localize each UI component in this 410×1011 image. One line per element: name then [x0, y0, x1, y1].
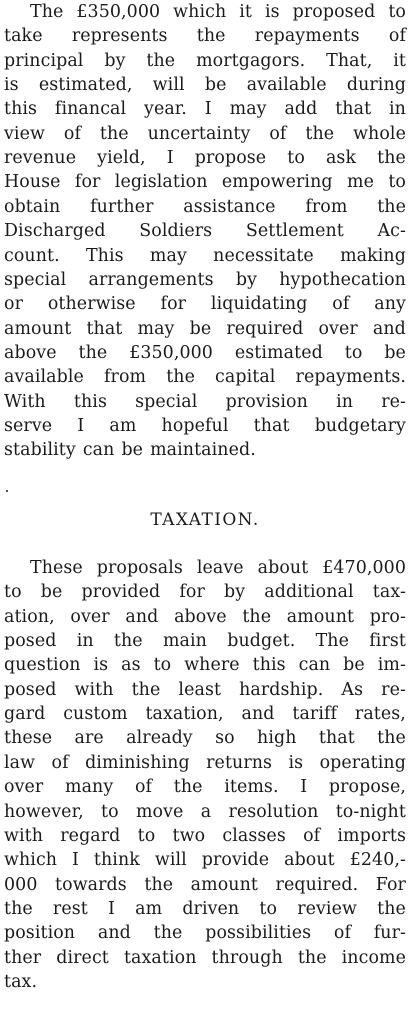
word: about [284, 850, 335, 871]
word: These [30, 558, 83, 578]
text-line [4, 921, 406, 945]
word: £470,000 [322, 558, 406, 578]
text-line [4, 390, 406, 414]
word: For [375, 874, 406, 895]
text-line [4, 629, 406, 653]
word: this [4, 99, 38, 120]
word: over [70, 606, 110, 627]
word: special [4, 269, 67, 290]
word: for [160, 294, 187, 315]
word: the [131, 679, 161, 700]
word: about [257, 558, 309, 578]
word: this [73, 391, 107, 412]
word: and [125, 606, 159, 627]
word: that [253, 415, 290, 436]
word: and [97, 923, 131, 944]
word: £240,- [349, 850, 406, 871]
text-line [4, 873, 406, 897]
word: can [82, 440, 115, 461]
word: by [224, 582, 246, 603]
word: question [4, 655, 81, 676]
word: With [4, 391, 46, 412]
word: however, [4, 801, 84, 822]
word: taxation [123, 947, 197, 968]
word: £350,000 [76, 2, 161, 22]
word: I [107, 898, 115, 919]
word: custom [63, 704, 128, 725]
word: may [229, 99, 267, 120]
word: I [72, 850, 79, 871]
word: be [384, 342, 406, 363]
word: tariff [292, 704, 338, 725]
word: possibilities [205, 923, 312, 944]
word: to [100, 801, 119, 822]
word: that [318, 728, 355, 749]
word: driven [182, 898, 240, 919]
word: of [63, 123, 81, 144]
word: the [196, 26, 226, 47]
text-line [4, 341, 406, 365]
word: The [315, 631, 349, 652]
word: two [172, 825, 206, 846]
word: 000 [4, 874, 38, 895]
word: propose [194, 148, 267, 169]
text-line [4, 219, 406, 243]
word: Soldiers [139, 221, 213, 242]
word: this [252, 655, 286, 676]
word: I [300, 777, 308, 798]
text-line [4, 414, 406, 438]
word: is [4, 75, 19, 96]
word: am [135, 898, 163, 919]
word: estimated, [38, 75, 133, 96]
word: of [332, 294, 350, 315]
word: these [4, 728, 53, 749]
text-line [4, 800, 406, 824]
word: the [4, 898, 33, 919]
print-speck [6, 490, 8, 492]
word: in [336, 391, 354, 412]
word: to [287, 148, 305, 169]
word: provide [201, 850, 270, 871]
word: take [4, 26, 43, 47]
section-heading-taxation: TAXATION. [150, 510, 260, 530]
word: of [51, 752, 69, 773]
word: above [4, 342, 57, 363]
word: ation, [4, 606, 55, 627]
text-line [4, 268, 406, 292]
word: over [4, 777, 44, 798]
word: This [85, 245, 124, 266]
word: will [152, 75, 185, 96]
word: a [200, 801, 212, 822]
word: so [215, 728, 235, 749]
text-line [4, 122, 406, 146]
word: first [369, 631, 406, 652]
word: which [173, 2, 227, 22]
word: ther [4, 947, 42, 968]
word: financal [54, 99, 127, 120]
text-line [4, 170, 406, 194]
word: as [121, 655, 141, 676]
word: many [64, 777, 114, 798]
word: in [76, 631, 94, 652]
word: Settlement [245, 221, 344, 242]
word: the [144, 874, 174, 895]
word: am [109, 415, 137, 436]
word: re- [381, 679, 406, 700]
word: count. [4, 245, 60, 266]
word: That, [326, 50, 373, 71]
word: it [239, 2, 252, 22]
word: to [137, 825, 156, 846]
word: for [179, 582, 205, 603]
word: returns [206, 752, 273, 773]
word: obtain [4, 196, 61, 217]
word: and [372, 318, 406, 339]
text-line [4, 24, 406, 48]
word: hopeful [161, 415, 229, 436]
word: may [149, 245, 187, 266]
word: available [246, 75, 327, 96]
word: by [235, 269, 258, 290]
word: pro- [369, 606, 406, 627]
word: it [393, 50, 406, 71]
word: which [4, 850, 58, 871]
word: I [166, 148, 174, 169]
word: further [90, 196, 154, 217]
text-line [4, 751, 406, 775]
word: Discharged [4, 221, 106, 242]
text-line [4, 97, 406, 121]
word: leave [196, 558, 244, 578]
word: or [4, 294, 23, 315]
word: maintained. [150, 440, 256, 461]
word: towards [55, 874, 127, 895]
word: be [343, 655, 365, 676]
word: available [4, 367, 84, 388]
word: amount [190, 874, 258, 895]
word: for [74, 172, 101, 193]
word: £350,000 [129, 342, 213, 363]
text-line [4, 726, 406, 750]
word: from [305, 196, 348, 217]
word: the [99, 123, 129, 144]
word: of [134, 777, 153, 798]
word: the [377, 898, 406, 919]
word: the [297, 947, 327, 968]
word: imports [337, 825, 406, 846]
word: the [377, 148, 406, 169]
word: the [173, 777, 203, 798]
word: fur- [373, 923, 406, 944]
text-line [4, 970, 406, 994]
word: regard [60, 825, 121, 846]
word: me [346, 172, 374, 193]
word: is [93, 655, 109, 676]
word: high [257, 728, 297, 749]
word: the [166, 367, 195, 388]
word: budget. [227, 631, 296, 652]
word: any [374, 294, 406, 315]
text-line [4, 605, 406, 629]
word: where [184, 655, 240, 676]
text-line [30, 556, 406, 580]
word: law [4, 752, 36, 773]
text-line [4, 73, 406, 97]
word: rest [52, 898, 88, 919]
word: to [388, 2, 406, 22]
word: principal [4, 50, 84, 71]
word: liquidating [210, 294, 308, 315]
word: re- [381, 391, 406, 412]
text-line [4, 848, 406, 872]
word: the [305, 123, 335, 144]
word: serve [4, 415, 53, 436]
word: I [77, 415, 85, 436]
word: making [340, 245, 406, 266]
word: empowering [221, 172, 333, 193]
text-line [4, 438, 406, 462]
word: the [377, 728, 406, 749]
word: represents [71, 26, 168, 47]
word: view [4, 123, 45, 144]
word: with [74, 679, 114, 700]
word: im- [377, 655, 406, 676]
word: may [137, 318, 175, 339]
word: in [389, 99, 406, 120]
word: is [264, 2, 280, 22]
word: provision [225, 391, 308, 412]
word: be [189, 318, 212, 339]
word: that [86, 318, 123, 339]
word: As [341, 679, 364, 700]
word: over [318, 318, 358, 339]
word: arrangements [88, 269, 214, 290]
word: required [226, 318, 304, 339]
word: I [204, 99, 212, 120]
word: repayments [254, 26, 360, 47]
word: of [269, 123, 287, 144]
word: be [204, 75, 227, 96]
word: assistance [183, 196, 276, 217]
word: ask [325, 148, 357, 169]
word: items. [224, 777, 279, 798]
word: will [154, 850, 187, 871]
word: House [4, 172, 61, 193]
word: the [242, 606, 272, 627]
word: additional [264, 582, 354, 603]
text-line [4, 365, 406, 389]
word: be [40, 582, 63, 603]
text-line [4, 244, 406, 268]
text-line [4, 195, 406, 219]
word: the [146, 50, 176, 71]
word: yield, [97, 148, 146, 169]
word: think [93, 850, 140, 871]
word: to [153, 655, 172, 676]
word: resolution [228, 801, 319, 822]
word: to [388, 172, 406, 193]
word: provided [81, 582, 161, 603]
word: already [126, 728, 193, 749]
word: required. [275, 874, 359, 895]
word: through [211, 947, 283, 968]
word: be [121, 440, 144, 461]
word: amount [4, 318, 72, 339]
text-line [4, 49, 406, 73]
word: to [259, 898, 278, 919]
word: hardship. [239, 679, 324, 700]
word: Ac- [377, 221, 406, 242]
text-line [4, 775, 406, 799]
word: main [162, 631, 207, 652]
text-line [4, 580, 406, 604]
word: of [333, 923, 351, 944]
text-line [4, 146, 406, 170]
word: operating [319, 752, 406, 773]
word: estimated [234, 342, 323, 363]
text-line [4, 292, 406, 316]
word: classes [222, 825, 286, 846]
word: proposals [96, 558, 183, 578]
word: from [104, 367, 147, 388]
word: income [341, 947, 406, 968]
word: gard [4, 704, 46, 725]
word: otherwise [47, 294, 136, 315]
word: necessitate [213, 245, 314, 266]
word: the [78, 342, 108, 363]
word: of [388, 26, 406, 47]
word: proposed [292, 2, 376, 22]
word: legislation [114, 172, 208, 193]
word: the [153, 923, 183, 944]
word: capital [215, 367, 276, 388]
text-line [4, 678, 406, 702]
word: move [135, 801, 184, 822]
word: The [30, 2, 64, 22]
word: the [113, 631, 143, 652]
word: year. [144, 99, 187, 120]
word: posed [4, 679, 57, 700]
word: review [297, 898, 357, 919]
word: by [104, 50, 126, 71]
word: and [241, 704, 275, 725]
text-line [4, 702, 406, 726]
word: taxation, [145, 704, 224, 725]
word: to-night [335, 801, 406, 822]
word: are [74, 728, 104, 749]
word: posed [4, 631, 57, 652]
word: hypothecation [279, 269, 406, 290]
text-line [4, 317, 406, 341]
word: direct [56, 947, 109, 968]
word: rates, [354, 704, 406, 725]
word: budgetary [314, 415, 406, 436]
word: diminishing [85, 752, 190, 773]
word: propose, [328, 777, 406, 798]
word: of [303, 825, 321, 846]
text-line [4, 653, 406, 677]
word: add [284, 99, 318, 120]
word: that [335, 99, 372, 120]
word: above [174, 606, 227, 627]
word: the [377, 196, 406, 217]
word: to [344, 342, 363, 363]
word: mortgagors. [196, 50, 306, 71]
word: is [288, 752, 304, 773]
text-line [4, 946, 406, 970]
word: least [178, 679, 222, 700]
word: tax- [372, 582, 406, 603]
word: repayments. [295, 367, 406, 388]
word: special [135, 391, 198, 412]
word: with [4, 825, 44, 846]
word: revenue [4, 148, 77, 169]
word: uncertainty [147, 123, 251, 144]
word: during [346, 75, 406, 96]
word: to [4, 582, 22, 603]
word: position [4, 923, 76, 944]
text-line [4, 824, 406, 848]
word: tax. [4, 971, 38, 992]
word: stability [4, 440, 76, 461]
text-line [4, 897, 406, 921]
word: amount [286, 606, 355, 627]
word: whole [353, 123, 406, 144]
text-line [30, 0, 406, 24]
word: can [298, 655, 331, 676]
